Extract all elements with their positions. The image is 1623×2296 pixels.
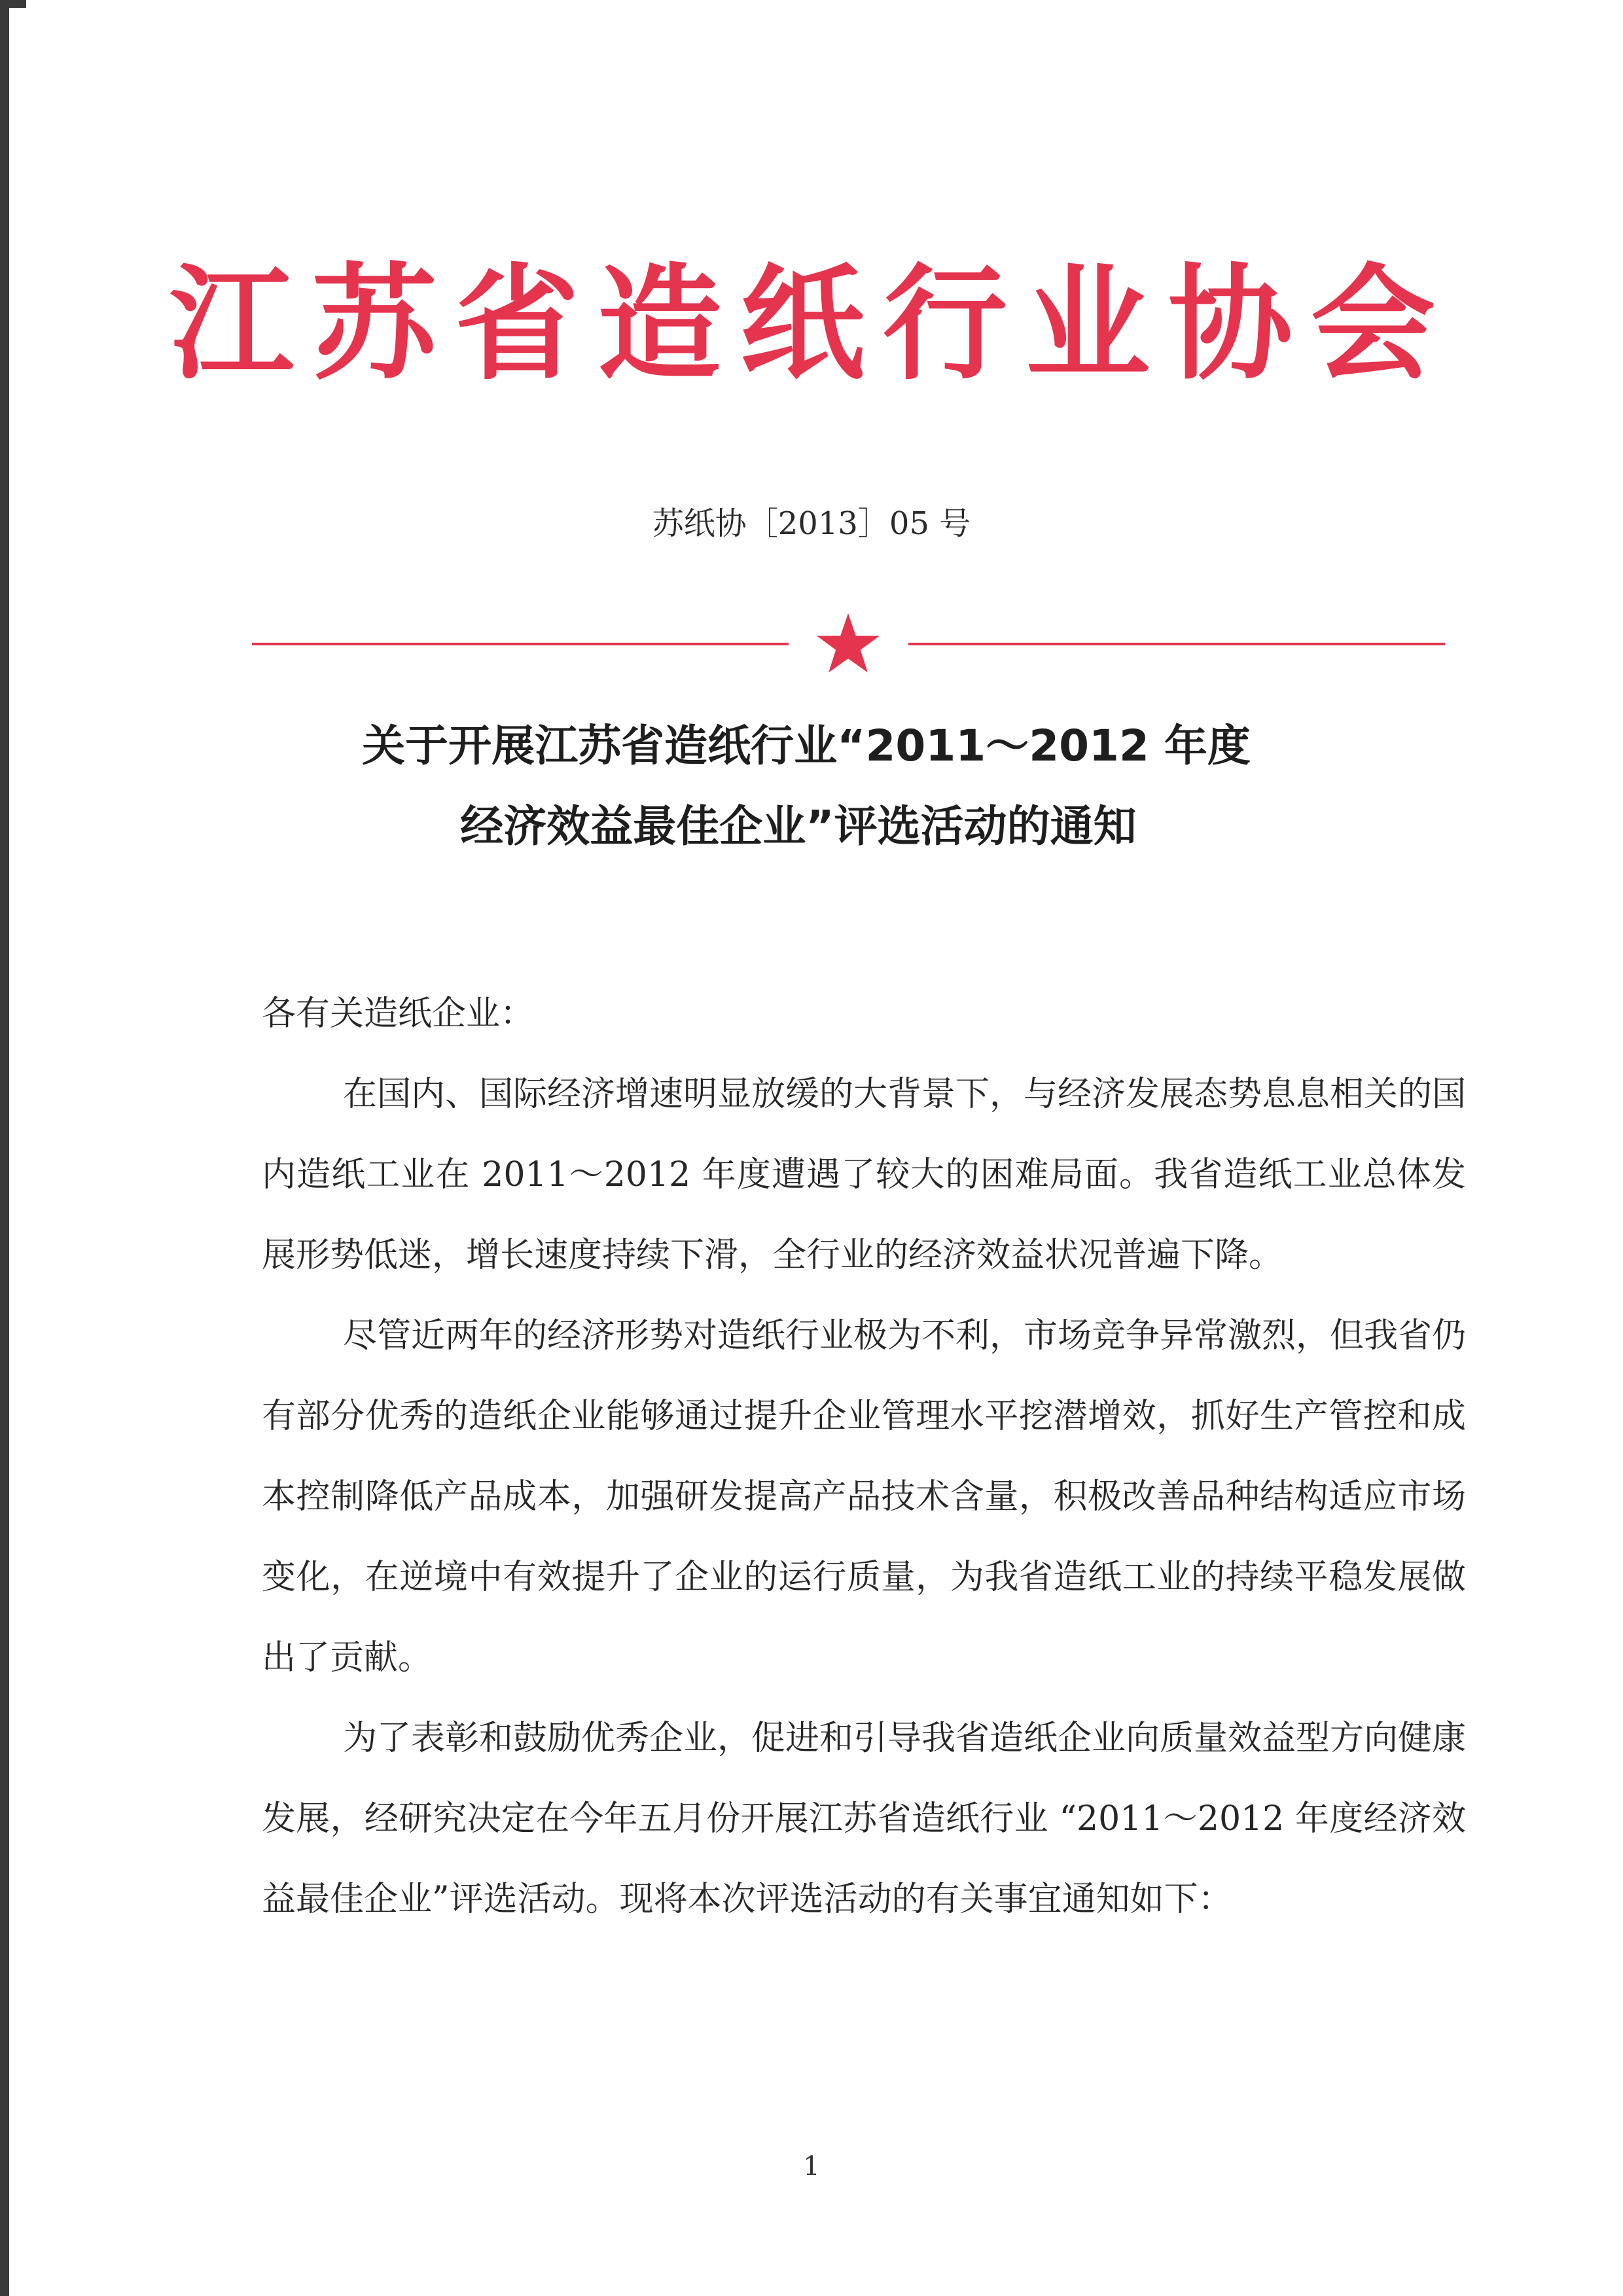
- notice-title-line-2: 经济效益最佳企业”评选活动的通知: [460, 801, 1137, 852]
- paragraph-2: 尽管近两年的经济形势对造纸行业极为不利，市场竞争异常激烈，但我省仍有部分优秀的造纸企业能够通过提升企业管理水平挖潜增效，抓好生产管控和成本控制降低产品成本，加强研发提高产品技术含量，积极改善品种结构适应市场变化，在逆境中有效提升了企业的运行质量，为我省造纸工业的持续平稳发展做出了贡献。: [262, 1316, 1467, 1677]
- scan-corner: [0, 0, 26, 8]
- organization-header: 江苏省造纸行业协会: [169, 251, 1454, 397]
- divider-left: [252, 643, 789, 645]
- page-number: 1: [803, 2151, 820, 2181]
- star-icon: [815, 613, 881, 675]
- notice-title-line-1: 关于开展江苏省造纸行业“2011～2012 年度: [362, 721, 1251, 771]
- document-number: 苏纸协［2013］05 号: [652, 505, 971, 542]
- divider-right: [908, 643, 1445, 645]
- salutation: 各有关造纸企业：: [262, 994, 535, 1033]
- paragraph-1: 在国内、国际经济增速明显放缓的大背景下，与经济发展态势息息相关的国内造纸工业在 2011～2012 年度遭遇了较大的困难局面。我省造纸工业总体发展形势低迷，增长速度持续下滑，全行业的经济效益状况普遍下降。: [262, 1075, 1467, 1275]
- notice-body: [262, 974, 1466, 1940]
- paragraph-3: 为了表彰和鼓励优秀企业，促进和引导我省造纸企业向质量效益型方向健康发展，经研究决定在今年五月份开展江苏省造纸行业 “2011～2012 年度经济效益最佳企业”评选活动。现将本次评选活动的有关事宜通知如下：: [262, 1719, 1467, 1919]
